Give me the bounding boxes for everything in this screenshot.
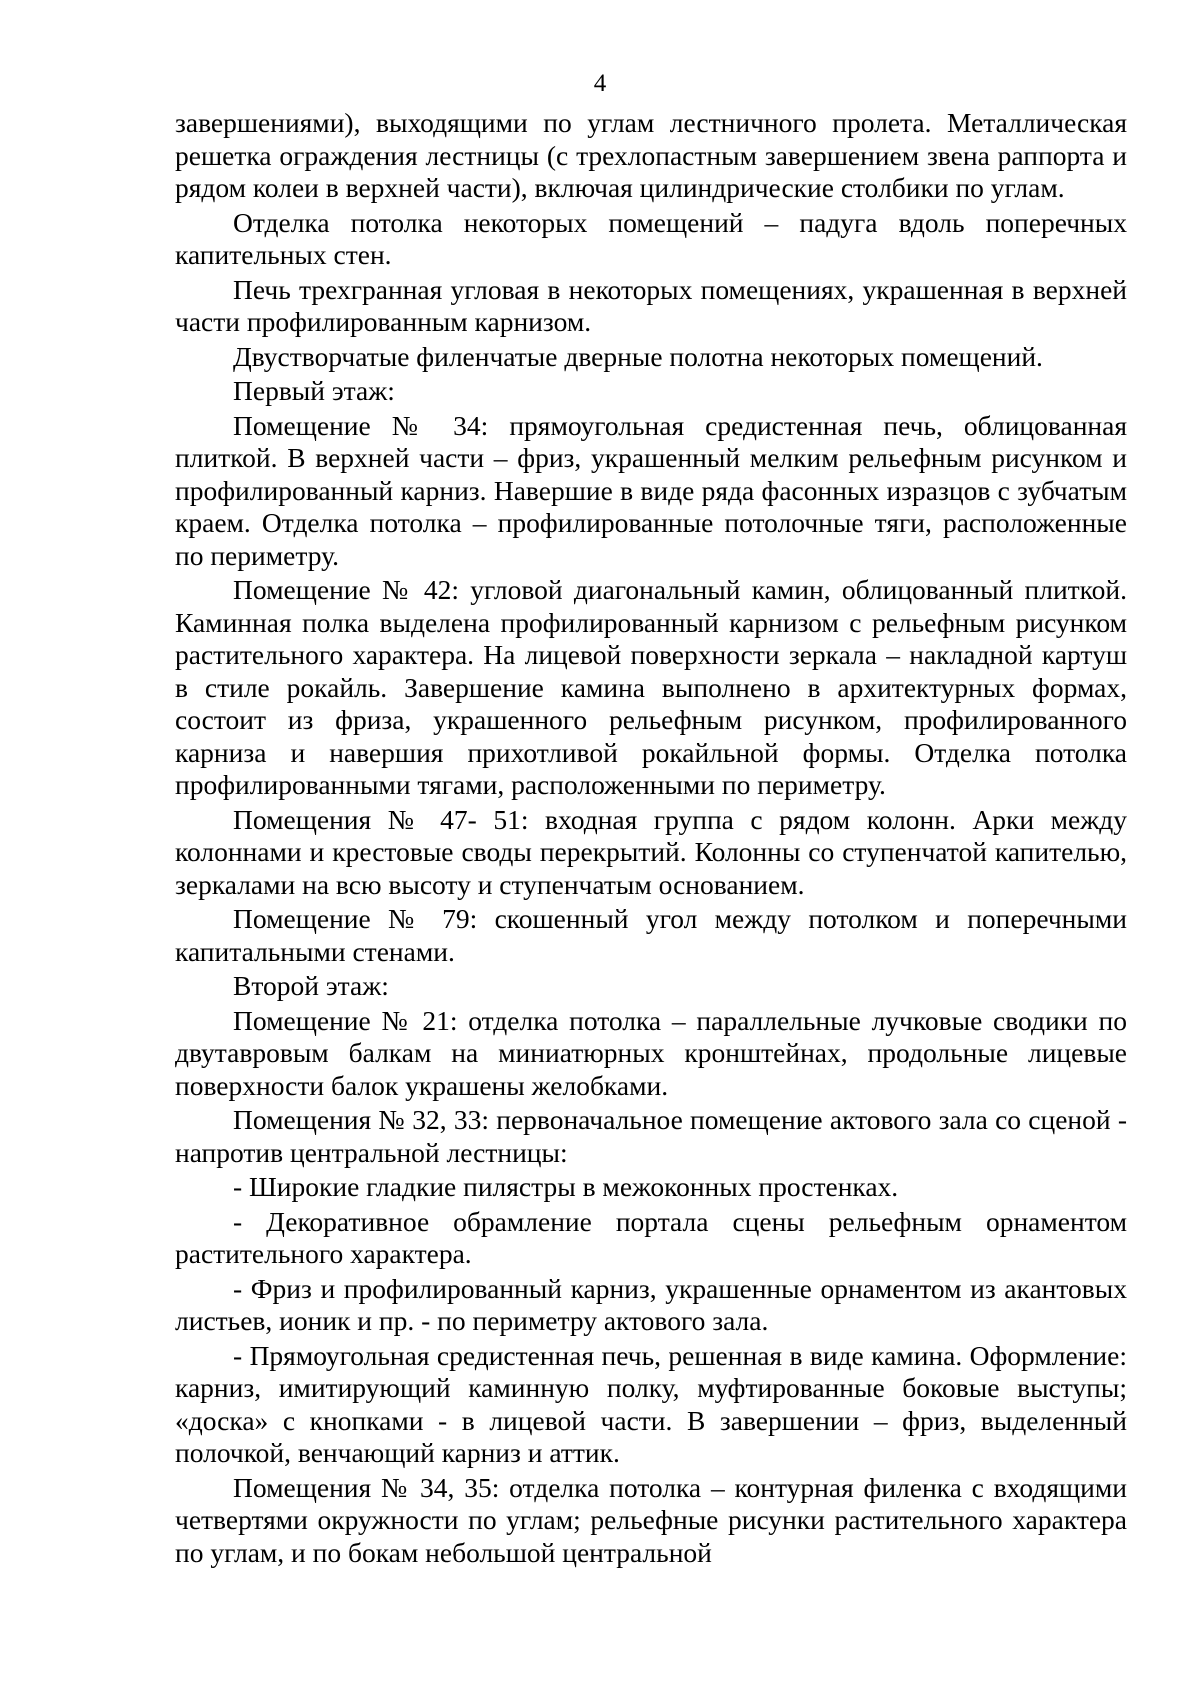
paragraph: Помещение № 42: угловой диагональный камин, облицованный плиткой. Каминная полка выделена профилированный карнизом с рельефным рисунком растительного характера. На лицевой поверхности зеркала – накладной картуш в стиле рокайль. Завершение камина выполнено в архитектурных формах, состоит из фриза, украшенного рельефным рисунком, профилированного карниза и навершия прихотливой рокайльной формы. Отделка потолка профилированными тягами, расположенными по периметру. xyxy=(175,574,1127,800)
list-item: - Широкие гладкие пилястры в межоконных простенках. xyxy=(233,1171,899,1202)
paragraph: Печь трехгранная угловая в некоторых помещениях, украшенная в верхней части профилированным карнизом. xyxy=(175,273,1127,337)
list-item: - Прямоугольная средистенная печь, решенная в виде камина. Оформление: карниз, имитирующий каминную полку, муфтированные боковые выступы; «доска» с кнопками - в лицевой части. В завершении – фриз, выделенный полочкой, венчающий карниз и аттик. xyxy=(175,1339,1127,1468)
paragraph: Двустворчатые филенчатые дверные полотна некоторых помещений. xyxy=(233,340,1043,372)
paragraph: Помещение № 21: отделка потолка – параллельные лучковые сводики по двутавровым балкам на миниатюрных кронштейнах, продольные лицевые поверхности балок украшены желобками. xyxy=(175,1004,1127,1101)
paragraph: Помещения № 32, 33: первоначальное помещение актового зала со сценой - напротив центральной лестницы: xyxy=(175,1104,1127,1168)
document-body xyxy=(175,107,1127,1571)
paragraph: завершениями), выходящими по углам лестничного пролета. Металлическая решетка ограждения лестницы (с трехлопастным завершением звена раппорта и рядом колеи в верхней части), включая цилиндрические столбики по углам. xyxy=(175,107,1127,203)
page-number: 4 xyxy=(593,70,607,97)
list-item: - Декоративное обрамление портала сцены рельефным орнаментом растительного характера. xyxy=(175,1205,1127,1269)
paragraph: Помещения № 47- 51: входная группа с рядом колонн. Арки между колоннами и крестовые своды перекрытий. Колонны со ступенчатой капителью, зеркалами на всю высоту и ступенчатым основанием. xyxy=(175,803,1127,900)
paragraph: Помещение № 34: прямоугольная средистенная печь, облицованная плиткой. В верхней части – фриз, украшенный мелким рельефным рисунком и профилированный карниз. Навершие в виде ряда фасонных изразцов с зубчатым краем. Отделка потолка – профилированные потолочные тяги, расположенные по периметру. xyxy=(175,409,1127,571)
paragraph: Отделка потолка некоторых помещений – падуга вдоль поперечных капительных стен. xyxy=(175,206,1127,270)
section-heading: Второй этаж: xyxy=(233,970,389,1001)
paragraph: Помещение № 79: скошенный угол между потолком и поперечными капитальными стенами. xyxy=(175,903,1127,967)
list-item: - Фриз и профилированный карниз, украшенные орнаментом из акантовых листьев, ионик и пр. - по периметру актового зала. xyxy=(175,1272,1127,1336)
paragraph: Помещения № 34, 35: отделка потолка – контурная филенка с входящими четвертями окружности по углам; рельефные рисунки растительного характера по углам, и по бокам небольшой центральной xyxy=(175,1471,1127,1568)
section-heading: Первый этаж: xyxy=(233,375,395,406)
